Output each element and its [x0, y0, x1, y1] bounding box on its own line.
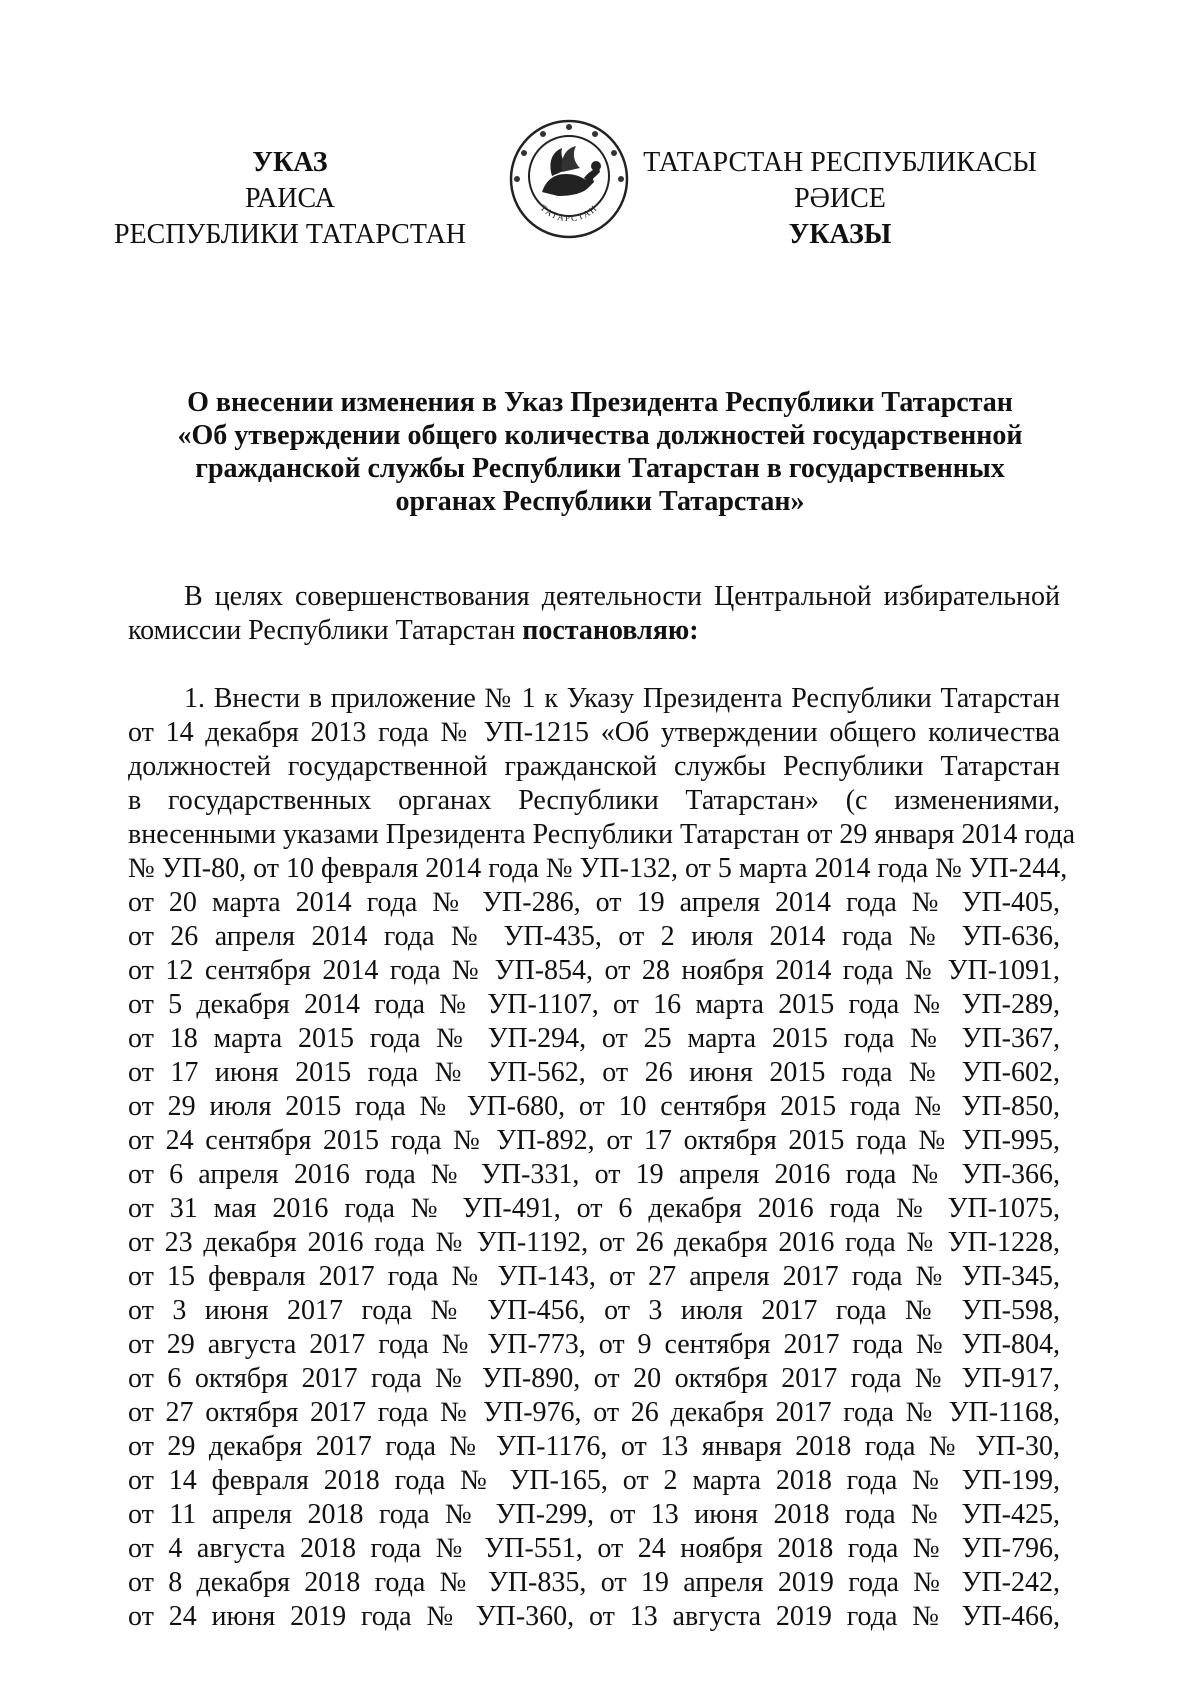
item-line: от 31 мая 2016 года № УП-491, от 6 декабря 2016 года № УП-1075,	[128, 1193, 1060, 1224]
item-line: от 14 декабря 2013 года № УП-1215 «Об утверждении общего количества	[128, 717, 1060, 748]
document-title	[130, 386, 1070, 518]
item-line: от 12 сентября 2014 года № УП-854, от 28 ноября 2014 года № УП-1091,	[128, 955, 1060, 986]
header-right-title: УКАЗЫ	[788, 219, 892, 250]
item-line: должностей государственной гражданской службы Республики Татарстан	[128, 751, 1060, 782]
header-right-line1: ТАТАРСТАН РЕСПУБЛИКАСЫ	[643, 147, 1037, 178]
item-line: в государственных органах Республики Татарстан» (с изменениями,	[128, 785, 1060, 816]
item-line: от 14 февраля 2018 года № УП-165, от 2 марта 2018 года № УП-199,	[128, 1465, 1060, 1496]
item-line: от 20 марта 2014 года № УП-286, от 19 апреля 2014 года № УП-405,	[128, 887, 1060, 918]
item-line: от 6 октября 2017 года № УП-890, от 20 октября 2017 года № УП-917,	[128, 1363, 1060, 1394]
item-line: от 29 августа 2017 года № УП-773, от 9 сентября 2017 года № УП-804,	[128, 1329, 1060, 1360]
item-line: от 6 апреля 2016 года № УП-331, от 19 апреля 2016 года № УП-366,	[128, 1159, 1060, 1190]
header-right	[640, 145, 1040, 253]
item-line: от 17 июня 2015 года № УП-562, от 26 июня 2015 года № УП-602,	[128, 1057, 1060, 1088]
item-line: от 24 июня 2019 года № УП-360, от 13 августа 2019 года № УП-466,	[128, 1601, 1060, 1632]
item-line: от 18 марта 2015 года № УП-294, от 25 марта 2015 года № УП-367,	[128, 1023, 1060, 1054]
item-line: от 15 февраля 2017 года № УП-143, от 27 апреля 2017 года № УП-345,	[128, 1261, 1060, 1292]
header-left-title: УКАЗ	[252, 147, 328, 178]
item-1-paragraph	[128, 682, 1076, 1668]
title-line: «Об утверждении общего количества должностей государственной	[177, 420, 1023, 451]
title-line: гражданской службы Республики Татарстан в государственных	[195, 453, 1005, 484]
preamble-decree-word: постановляю:	[522, 615, 699, 646]
preamble-paragraph	[128, 580, 1060, 648]
item-line: от 3 июня 2017 года № УП-456, от 3 июля 2017 года № УП-598,	[128, 1295, 1060, 1326]
preamble-line: В целях совершенствования деятельности Центральной избирательной	[184, 581, 1060, 612]
title-line: О внесении изменения в Указ Президента Республики Татарстан	[187, 387, 1013, 418]
header-left	[110, 145, 470, 253]
tatarstan-coat-of-arms-icon	[508, 118, 630, 240]
item-line: от 26 апреля 2014 года № УП-435, от 2 июля 2014 года № УП-636,	[128, 921, 1060, 952]
item-line: от 8 декабря 2018 года № УП-835, от 19 апреля 2019 года № УП-242,	[128, 1567, 1060, 1598]
svg-text:ТАТАРСТАН	[538, 203, 599, 224]
item-line: 1. Внести в приложение № 1 к Указу Президента Республики Татарстан	[184, 683, 1060, 714]
item-line: № УП-80, от 10 февраля 2014 года № УП-132, от 5 марта 2014 года № УП-244,	[128, 853, 1068, 884]
item-line	[128, 1634, 1060, 1668]
header-left-line3: РЕСПУБЛИКИ ТАТАРСТАН	[113, 219, 467, 250]
title-line: органах Республики Татарстан»	[395, 486, 805, 517]
item-line: от 29 июля 2015 года № УП-680, от 10 сентября 2015 года № УП-850,	[128, 1091, 1060, 1122]
item-line: от 29 декабря 2017 года № УП-1176, от 13 января 2018 года № УП-30,	[128, 1431, 1060, 1462]
item-line: от 4 августа 2018 года № УП-551, от 24 ноября 2018 года № УП-796,	[128, 1533, 1060, 1564]
preamble-line	[128, 614, 1060, 648]
item-line: от 5 декабря 2014 года № УП-1107, от 16 марта 2015 года № УП-289,	[128, 989, 1060, 1020]
item-line: внесенными указами Президента Республики Татарстан от 29 января 2014 года	[128, 819, 1076, 850]
header-left-line2: РАИСА	[245, 183, 335, 214]
preamble-text: комиссии Республики Татарстан	[128, 615, 523, 646]
seal-text: ТАТАРСТАН	[538, 202, 600, 224]
item-line: от 11 апреля 2018 года № УП-299, от 13 июня 2018 года № УП-425,	[128, 1499, 1060, 1530]
item-line: от 23 декабря 2016 года № УП-1192, от 26 декабря 2016 года № УП-1228,	[128, 1227, 1060, 1258]
item-line: от 27 октября 2017 года № УП-976, от 26 декабря 2017 года № УП-1168,	[128, 1397, 1060, 1428]
item-line: от 24 сентября 2015 года № УП-892, от 17 октября 2015 года № УП-995,	[128, 1125, 1060, 1156]
header-right-line2: РӘИСЕ	[794, 183, 886, 214]
